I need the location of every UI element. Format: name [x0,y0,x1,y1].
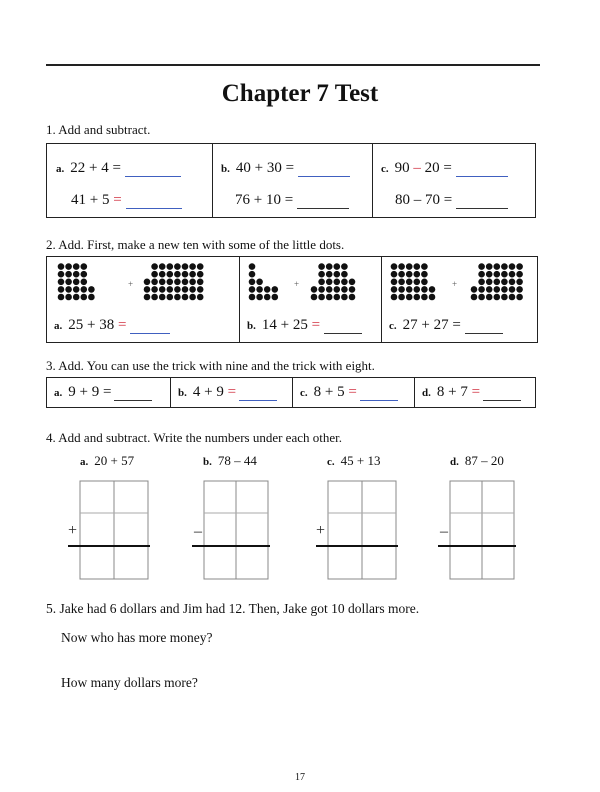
dot [58,263,65,270]
dot [341,294,348,301]
dot [264,286,271,293]
q3-cell-d [414,378,534,407]
dot [501,279,508,286]
dot [182,294,189,301]
q2-box [46,256,538,343]
dot [398,286,405,293]
q2-prompt: 2. Add. First, make a new ten with some of the little dots. [46,237,345,252]
q4a-expr: 20 + 57 [94,453,135,468]
answer-blank[interactable] [456,176,508,177]
dot [256,279,263,286]
dot [341,279,348,286]
dot-array-a [47,257,237,312]
dot [509,294,516,301]
dot [478,271,485,278]
dot [494,271,501,278]
q4c-expr: 45 + 13 [340,453,381,468]
q1-prompt: 1. Add and subtract. [46,122,151,137]
dot [174,286,181,293]
q3b-equals: = [227,384,237,400]
dot [73,279,80,286]
dot [341,263,348,270]
dot [398,294,405,301]
q3d-equals: = [471,384,481,400]
dot [326,263,333,270]
dot [318,279,325,286]
dot [509,286,516,293]
q5-sub-question-2: How many dollars more? [61,675,198,690]
dot [398,271,405,278]
dot [174,294,181,301]
dot [81,294,88,301]
dot [264,294,271,301]
dot [326,294,333,301]
q4-prompt: 4. Add and subtract. Write the numbers under each other. [46,430,342,445]
dot [182,286,189,293]
dot [516,286,523,293]
dot [249,279,256,286]
dot [65,279,72,286]
dot [478,263,485,270]
q3c-label: c. [300,387,308,399]
q5-prompt: 5. Jake had 6 dollars and Jim had 12. Then, Jake got 10 dollars more. [46,601,420,616]
dot [159,279,166,286]
q2a-label: a. [54,320,63,332]
answer-blank[interactable] [297,208,349,209]
q3-cell-a [47,378,170,407]
q4d-sign: – [440,523,448,540]
q2b-expr: 14 + 25 [261,317,312,333]
q1b-top-equals: = [285,160,295,176]
dot [318,263,325,270]
dot [406,294,413,301]
dot [65,286,72,293]
dot [73,294,80,301]
plus-sign: + [294,279,300,289]
dot [197,271,204,278]
q4d-label: d. [450,456,459,468]
dot [516,263,523,270]
dot [197,279,204,286]
q3-prompt: 3. Add. You can use the trick with nine and the trick with eight. [46,358,375,373]
dot [398,263,405,270]
dot [58,279,65,286]
dot [501,286,508,293]
q1c-top-expr: 90 [394,160,414,176]
dot [167,271,174,278]
dot [421,286,428,293]
dot [197,263,204,270]
dot [349,294,356,301]
q4b-sign: – [194,523,202,540]
dot [326,286,333,293]
dot [478,294,485,301]
q2a-equals: = [117,317,127,333]
dot [249,294,256,301]
q3c-equals: = [348,384,357,400]
dot [174,263,181,270]
dot [151,263,158,270]
answer-blank[interactable] [483,400,521,401]
q3-cell-b [170,378,292,407]
answer-blank[interactable] [130,333,170,334]
dot [58,286,65,293]
answer-blank[interactable] [239,400,277,401]
dot [272,286,279,293]
q3b-label: b. [178,387,187,399]
dot [318,294,325,301]
dot [421,279,428,286]
dot [256,286,263,293]
dot [249,263,256,270]
q3a-equals: = [102,384,112,400]
q1-column-c [372,144,534,217]
dot [167,294,174,301]
dot [182,271,189,278]
dot [501,263,508,270]
dot [334,279,341,286]
dot [311,286,318,293]
dot [421,263,428,270]
dot [318,271,325,278]
q4b-label: b. [203,456,212,468]
q1b-label: b. [221,163,230,175]
dot [65,294,72,301]
dot [334,271,341,278]
q3a-expr: 9 + 9 [68,384,103,400]
q3-box [46,377,536,408]
dot [509,263,516,270]
q4a-grid [62,480,154,582]
dot [81,279,88,286]
dot [73,286,80,293]
dot [406,271,413,278]
dot [159,286,166,293]
dot [159,294,166,301]
q3a-label: a. [54,387,63,399]
q4a-label: a. [80,456,89,468]
dot [486,271,493,278]
dot [167,263,174,270]
dot [414,279,421,286]
dot [174,271,181,278]
dot [406,279,413,286]
q1a-label: a. [56,163,65,175]
dot [509,279,516,286]
dot [73,271,80,278]
page-title: Chapter 7 Test [221,80,379,107]
dot [58,294,65,301]
dot [144,286,151,293]
dot [391,286,398,293]
q1a-bottom-equals: = [113,192,122,208]
q1c-bottom-equals: = [443,192,453,208]
page-number: 17 [295,772,305,783]
q1b-bottom-equals: = [284,192,294,208]
q1c-top-equals: = [443,160,452,176]
q3d-expr: 8 + 7 [436,384,472,400]
answer-blank[interactable] [465,333,503,334]
dot [151,294,158,301]
answer-blank[interactable] [126,208,182,209]
q4b-title [203,453,257,469]
q2b-equals: = [311,317,321,333]
dot [414,263,421,270]
dot [256,294,263,301]
q2c-expr: 27 + 27 [402,317,453,333]
dot [509,271,516,278]
dot [197,294,204,301]
dot [501,271,508,278]
answer-blank[interactable] [360,400,398,401]
dot [486,294,493,301]
dot [167,286,174,293]
top-rule [46,64,540,66]
dot [349,279,356,286]
dot [334,286,341,293]
dot [391,271,398,278]
dot [311,294,318,301]
dot [151,271,158,278]
dot [486,279,493,286]
q4b-expr: 78 – 44 [217,453,257,468]
dot [151,279,158,286]
answer-blank[interactable] [125,176,181,177]
dot [81,271,88,278]
dot [81,286,88,293]
dot [182,263,189,270]
answer-blank[interactable] [324,333,362,334]
q4d-title [450,453,504,469]
dot [494,263,501,270]
dot [326,279,333,286]
dot [391,294,398,301]
dot [334,263,341,270]
dot [272,294,279,301]
dot [88,294,95,301]
dot [73,263,80,270]
dot [406,263,413,270]
dot [197,286,204,293]
q4b-grid [188,480,276,582]
q4d-expr: 87 – 20 [464,453,504,468]
dot [478,279,485,286]
q1c-label: c. [381,163,389,175]
q4d-grid [434,480,522,582]
dot [334,294,341,301]
dot [391,263,398,270]
dot [58,271,65,278]
dot [65,263,72,270]
dot-array-c [382,257,534,312]
dot [414,286,421,293]
q1-column-b [212,144,372,217]
dot [249,286,256,293]
dot [326,271,333,278]
q1a-bottom-expr: 41 + 5 [71,192,114,208]
dot [189,271,196,278]
dot [174,279,181,286]
q1b-top-expr: 40 + 30 [235,160,286,176]
dot [421,271,428,278]
dot [429,286,436,293]
dot [478,286,485,293]
dot-array-b [240,257,380,312]
q2c-label: c. [389,320,397,332]
q2c-equals: = [452,317,461,333]
q4c-sign: + [316,522,326,539]
q2-cell-a [47,257,239,342]
dot [167,279,174,286]
dot [151,286,158,293]
dot [189,294,196,301]
dot [429,294,436,301]
dot [471,286,478,293]
q4a-sign: + [68,522,78,539]
answer-blank[interactable] [298,176,350,177]
dot [501,294,508,301]
dot [189,286,196,293]
answer-blank[interactable] [456,208,508,209]
dot [494,279,501,286]
dot [471,294,478,301]
dot [341,286,348,293]
q2a-expr: 25 + 38 [68,317,118,333]
dot [398,279,405,286]
q1-column-a [47,144,212,217]
dot [494,294,501,301]
q4c-grid [310,480,402,582]
dot [516,279,523,286]
dot [341,271,348,278]
dot [414,271,421,278]
q4a-title [80,453,134,469]
dot [189,279,196,286]
dot [516,271,523,278]
q3b-expr: 4 + 9 [192,384,228,400]
q1c-top-minus: – [413,160,421,176]
q1c-bottom-expr: 80 – 70 [395,192,444,208]
q3-cell-c [292,378,414,407]
dot [494,286,501,293]
dot [182,279,189,286]
q1a-top-expr: 22 + 4 [70,160,113,176]
q1c-top-expr-2: 20 [420,160,444,176]
q2b-label: b. [247,320,256,332]
q2-cell-b [239,257,381,342]
q5-sub-question-1: Now who has more money? [61,630,213,645]
q3c-expr: 8 + 5 [313,384,349,400]
q1b-bottom-expr: 76 + 10 [235,192,285,208]
q2-cell-c [381,257,536,342]
dot [189,263,196,270]
plus-sign: + [452,279,458,289]
dot [144,279,151,286]
dot [81,263,88,270]
q3d-label: d. [422,387,431,399]
dot [421,294,428,301]
q1a-top-equals: = [112,160,121,176]
dot [516,294,523,301]
answer-blank[interactable] [114,400,152,401]
dot [414,294,421,301]
plus-sign: + [128,279,134,289]
dot [159,271,166,278]
q4c-title [327,453,380,469]
dot [65,271,72,278]
dot [406,286,413,293]
dot [349,286,356,293]
dot [486,286,493,293]
dot [88,286,95,293]
dot [318,286,325,293]
dot [144,294,151,301]
dot [159,263,166,270]
dot [249,271,256,278]
q4c-label: c. [327,456,335,468]
dot [391,279,398,286]
dot [486,263,493,270]
q1-box [46,143,536,218]
